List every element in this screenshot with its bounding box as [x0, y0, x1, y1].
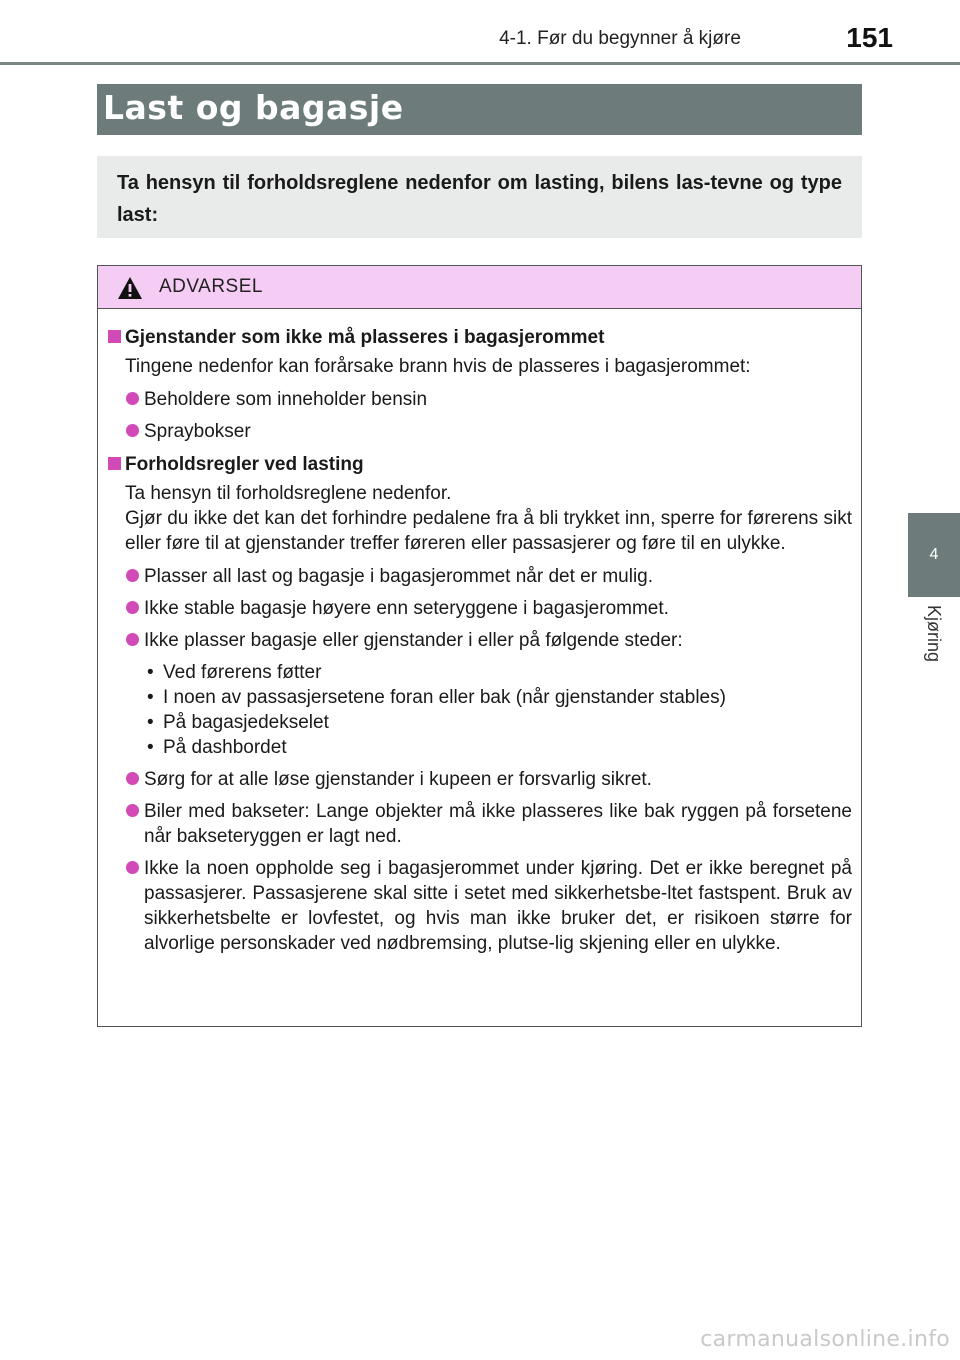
sub-list-item: • I noen av passasjersetene foran eller bak (når gjenstander stables) — [144, 685, 852, 710]
sub-list — [107, 660, 852, 760]
watermark: carmanualsonline.info — [700, 1327, 950, 1352]
circle-bullet-icon — [126, 804, 139, 817]
list-item: Plasser all last og bagasje i bagasjerommet når det er mulig. — [107, 564, 852, 589]
sub-list-item: • Ved førerens føtter — [144, 660, 852, 685]
list-item: Ikke la noen oppholde seg i bagasjerommet under kjøring. Det er ikke beregnet på passasjerer. Passasjerene skal sitte i setet med sikkerhetsbe-ltet fastspent. Bruk av sikkerhetsbelte er lovfestet, og hvis man ikke bruker det, er risikoen større for alvorlige personskader ved nødbremsing, plutse-lig skjening eller en ulykke. — [107, 856, 852, 956]
paragraph: Ta hensyn til forholdsreglene nedenfor. — [125, 483, 452, 504]
square-bullet-icon — [108, 457, 121, 470]
circle-bullet-icon — [126, 392, 139, 405]
warning-label: ADVARSEL — [159, 276, 263, 297]
page-title: Last og bagasje — [103, 88, 404, 127]
sub-list-item: • På bagasjedekselet — [144, 710, 852, 735]
warning-body — [98, 309, 861, 956]
paragraph: Gjør du ikke det kan det forhindre pedalene fra å bli trykket inn, sperre for førerens sikt eller føre til at gjenstander treffer føreren eller passasjerer og føre til en ulykke. — [125, 508, 852, 554]
warning-header — [98, 266, 861, 309]
list-item: Spraybokser — [107, 419, 852, 444]
sub-list-item: • På dashbordet — [144, 735, 852, 760]
chapter-label: Kjøring — [924, 605, 944, 663]
section-heading: Forholdsregler ved lasting — [107, 452, 852, 477]
chapter-tab[interactable] — [908, 513, 960, 597]
chapter-number: 4 — [929, 546, 939, 563]
intro-box: Ta hensyn til forholdsreglene nedenfor om lasting, bilens las-tevne og type last: — [97, 156, 862, 238]
warning-box — [97, 265, 862, 1027]
list-item: Ikke plasser bagasje eller gjenstander i eller på følgende steder: — [107, 628, 852, 653]
title-bar — [97, 84, 862, 135]
list-item: Sørg for at alle løse gjenstander i kupeen er forsvarlig sikret. — [107, 767, 852, 792]
circle-bullet-icon — [126, 601, 139, 614]
header-section-title: 4-1. Før du begynner å kjøre — [499, 28, 741, 49]
circle-bullet-icon — [126, 772, 139, 785]
page-number: 151 — [846, 22, 893, 53]
paragraph: Tingene nedenfor kan forårsake brann hvis de plasseres i bagasjerommet: — [125, 356, 751, 377]
list-item: Ikke stable bagasje høyere enn seteryggene i bagasjerommet. — [107, 596, 852, 621]
section-heading: Gjenstander som ikke må plasseres i bagasjerommet — [107, 325, 852, 350]
header-rule — [0, 62, 960, 65]
circle-bullet-icon — [126, 569, 139, 582]
circle-bullet-icon — [126, 861, 139, 874]
square-bullet-icon — [108, 330, 121, 343]
list-item: Biler med bakseter: Lange objekter må ikke plasseres like bak ryggen på forsetene når bakseteryggen er lagt ned. — [107, 799, 852, 849]
warning-triangle-icon — [117, 276, 143, 300]
list-item: Beholdere som inneholder bensin — [107, 387, 852, 412]
circle-bullet-icon — [126, 424, 139, 437]
circle-bullet-icon — [126, 633, 139, 646]
